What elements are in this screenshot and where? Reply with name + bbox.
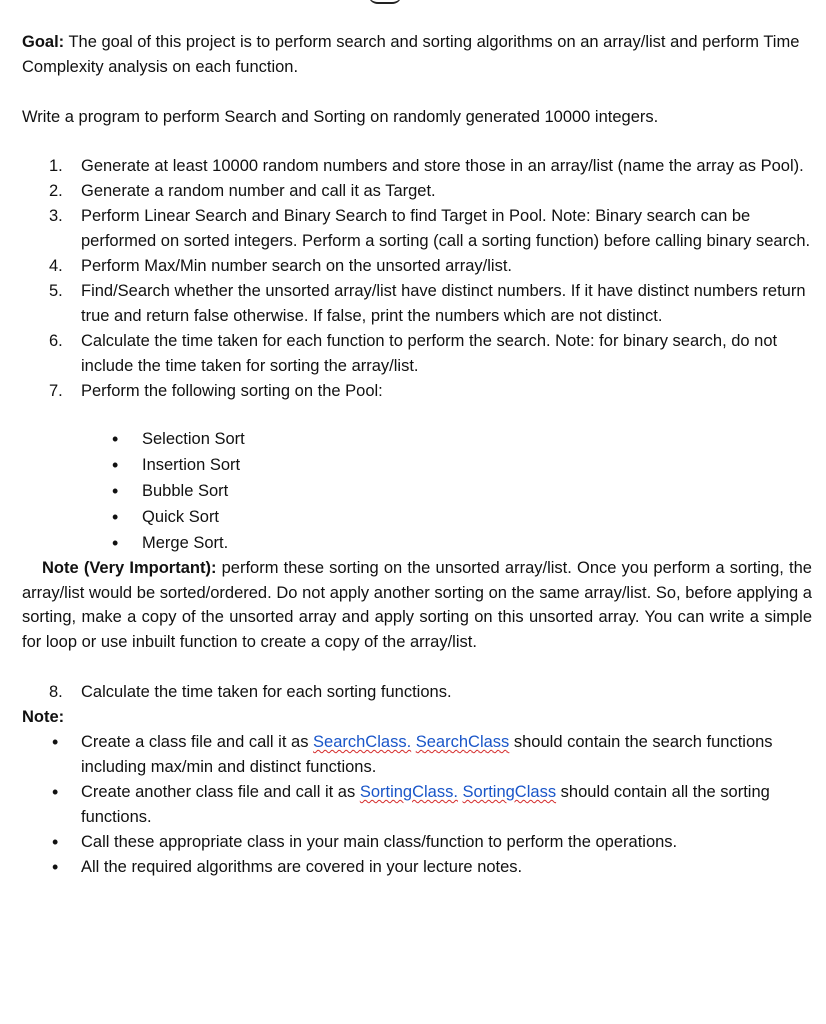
step-item (22, 204, 812, 254)
step-item (22, 680, 812, 705)
sort-item: • Merge Sort. (22, 530, 812, 556)
sortingclass-term: SortingClass. (359, 783, 458, 801)
step-text: Calculate the time taken for each sorting functions. (81, 683, 452, 701)
important-note-paragraph (22, 556, 812, 654)
note-text: should contain the search functions including max/min and distinct functions. (81, 733, 773, 776)
important-note-label: Note (Very Important): (42, 559, 217, 577)
step-item (22, 279, 812, 329)
step-item (22, 154, 812, 179)
sorting-algorithms-list (22, 426, 812, 556)
note-heading: Note: (22, 708, 65, 726)
goal-label: Goal: (22, 33, 65, 51)
notes-list (22, 730, 812, 880)
sort-item: • Quick Sort (22, 504, 812, 530)
searchclass-term: SearchClass. (313, 733, 412, 751)
top-edge-mark (368, 0, 402, 4)
note-text: Create another class file and call it as (81, 783, 360, 801)
step-number: 6. (49, 332, 63, 350)
step-number: 4. (49, 257, 63, 275)
sort-item: • Bubble Sort (22, 478, 812, 504)
step-number: 3. (49, 207, 63, 225)
step-item (22, 379, 812, 404)
intro-paragraph: Write a program to perform Search and Sorting on randomly generated 10000 integers. (22, 108, 659, 126)
steps-list (22, 154, 812, 404)
step-text: Perform Max/Min number search on the unsorted array/list. (81, 257, 513, 275)
step-number: 1. (49, 157, 63, 175)
goal-paragraph (22, 30, 812, 80)
note-item (22, 830, 812, 855)
sortingclass-term: SortingClass (462, 783, 557, 801)
assignment-document (22, 30, 812, 880)
note-text: Call these appropriate class in your main class/function to perform the operations. (81, 833, 678, 851)
searchclass-term: SearchClass (415, 733, 510, 751)
note-item (22, 730, 812, 780)
goal-text: The goal of this project is to perform search and sorting algorithms on an array/list and perform Time Complexity analysis on each function. (22, 33, 800, 76)
note-text: Create a class file and call it as (81, 733, 314, 751)
step-number: 8. (49, 683, 63, 701)
step-item (22, 254, 812, 279)
step-number: 5. (49, 282, 63, 300)
step-text: Calculate the time taken for each function to perform the search. Note: for binary search, do not include the time taken for sorting the array/list. (81, 332, 778, 375)
note-item (22, 855, 812, 880)
note-item (22, 780, 812, 830)
step-number: 7. (49, 382, 63, 400)
steps-list-continued (22, 680, 812, 705)
step-text: Generate a random number and call it as Target. (81, 182, 436, 200)
step-text: Generate at least 10000 random numbers and store those in an array/list (name the array as Pool). (81, 157, 804, 175)
sort-item: • Insertion Sort (22, 452, 812, 478)
sort-item: • Selection Sort (22, 426, 812, 452)
note-text: should contain all the sorting functions. (81, 783, 770, 826)
step-number: 2. (49, 182, 63, 200)
note-text: All the required algorithms are covered in your lecture notes. (81, 858, 523, 876)
step-text: Find/Search whether the unsorted array/list have distinct numbers. If it have distinct numbers return true and return false otherwise. If false, print the numbers which are not distinct. (81, 282, 806, 325)
step-item (22, 179, 812, 204)
step-text: Perform the following sorting on the Pool: (81, 382, 383, 400)
important-note-text: perform these sorting on the unsorted array/list. Once you perform a sorting, the array/list would be sorted/ordered. Do not apply another sorting on the same array/list. So, before applying a sorting, make a copy of the unsorted array and apply sorting on this unsorted array. You can write a simple for loop or use inbuilt function to create a copy of the array/list. (22, 559, 812, 651)
step-text: Perform Linear Search and Binary Search to find Target in Pool. Note: Binary search can be performed on sorted integers. Perform a sorting (call a sorting function) before calling binary search. (81, 207, 811, 250)
step-item (22, 329, 812, 379)
